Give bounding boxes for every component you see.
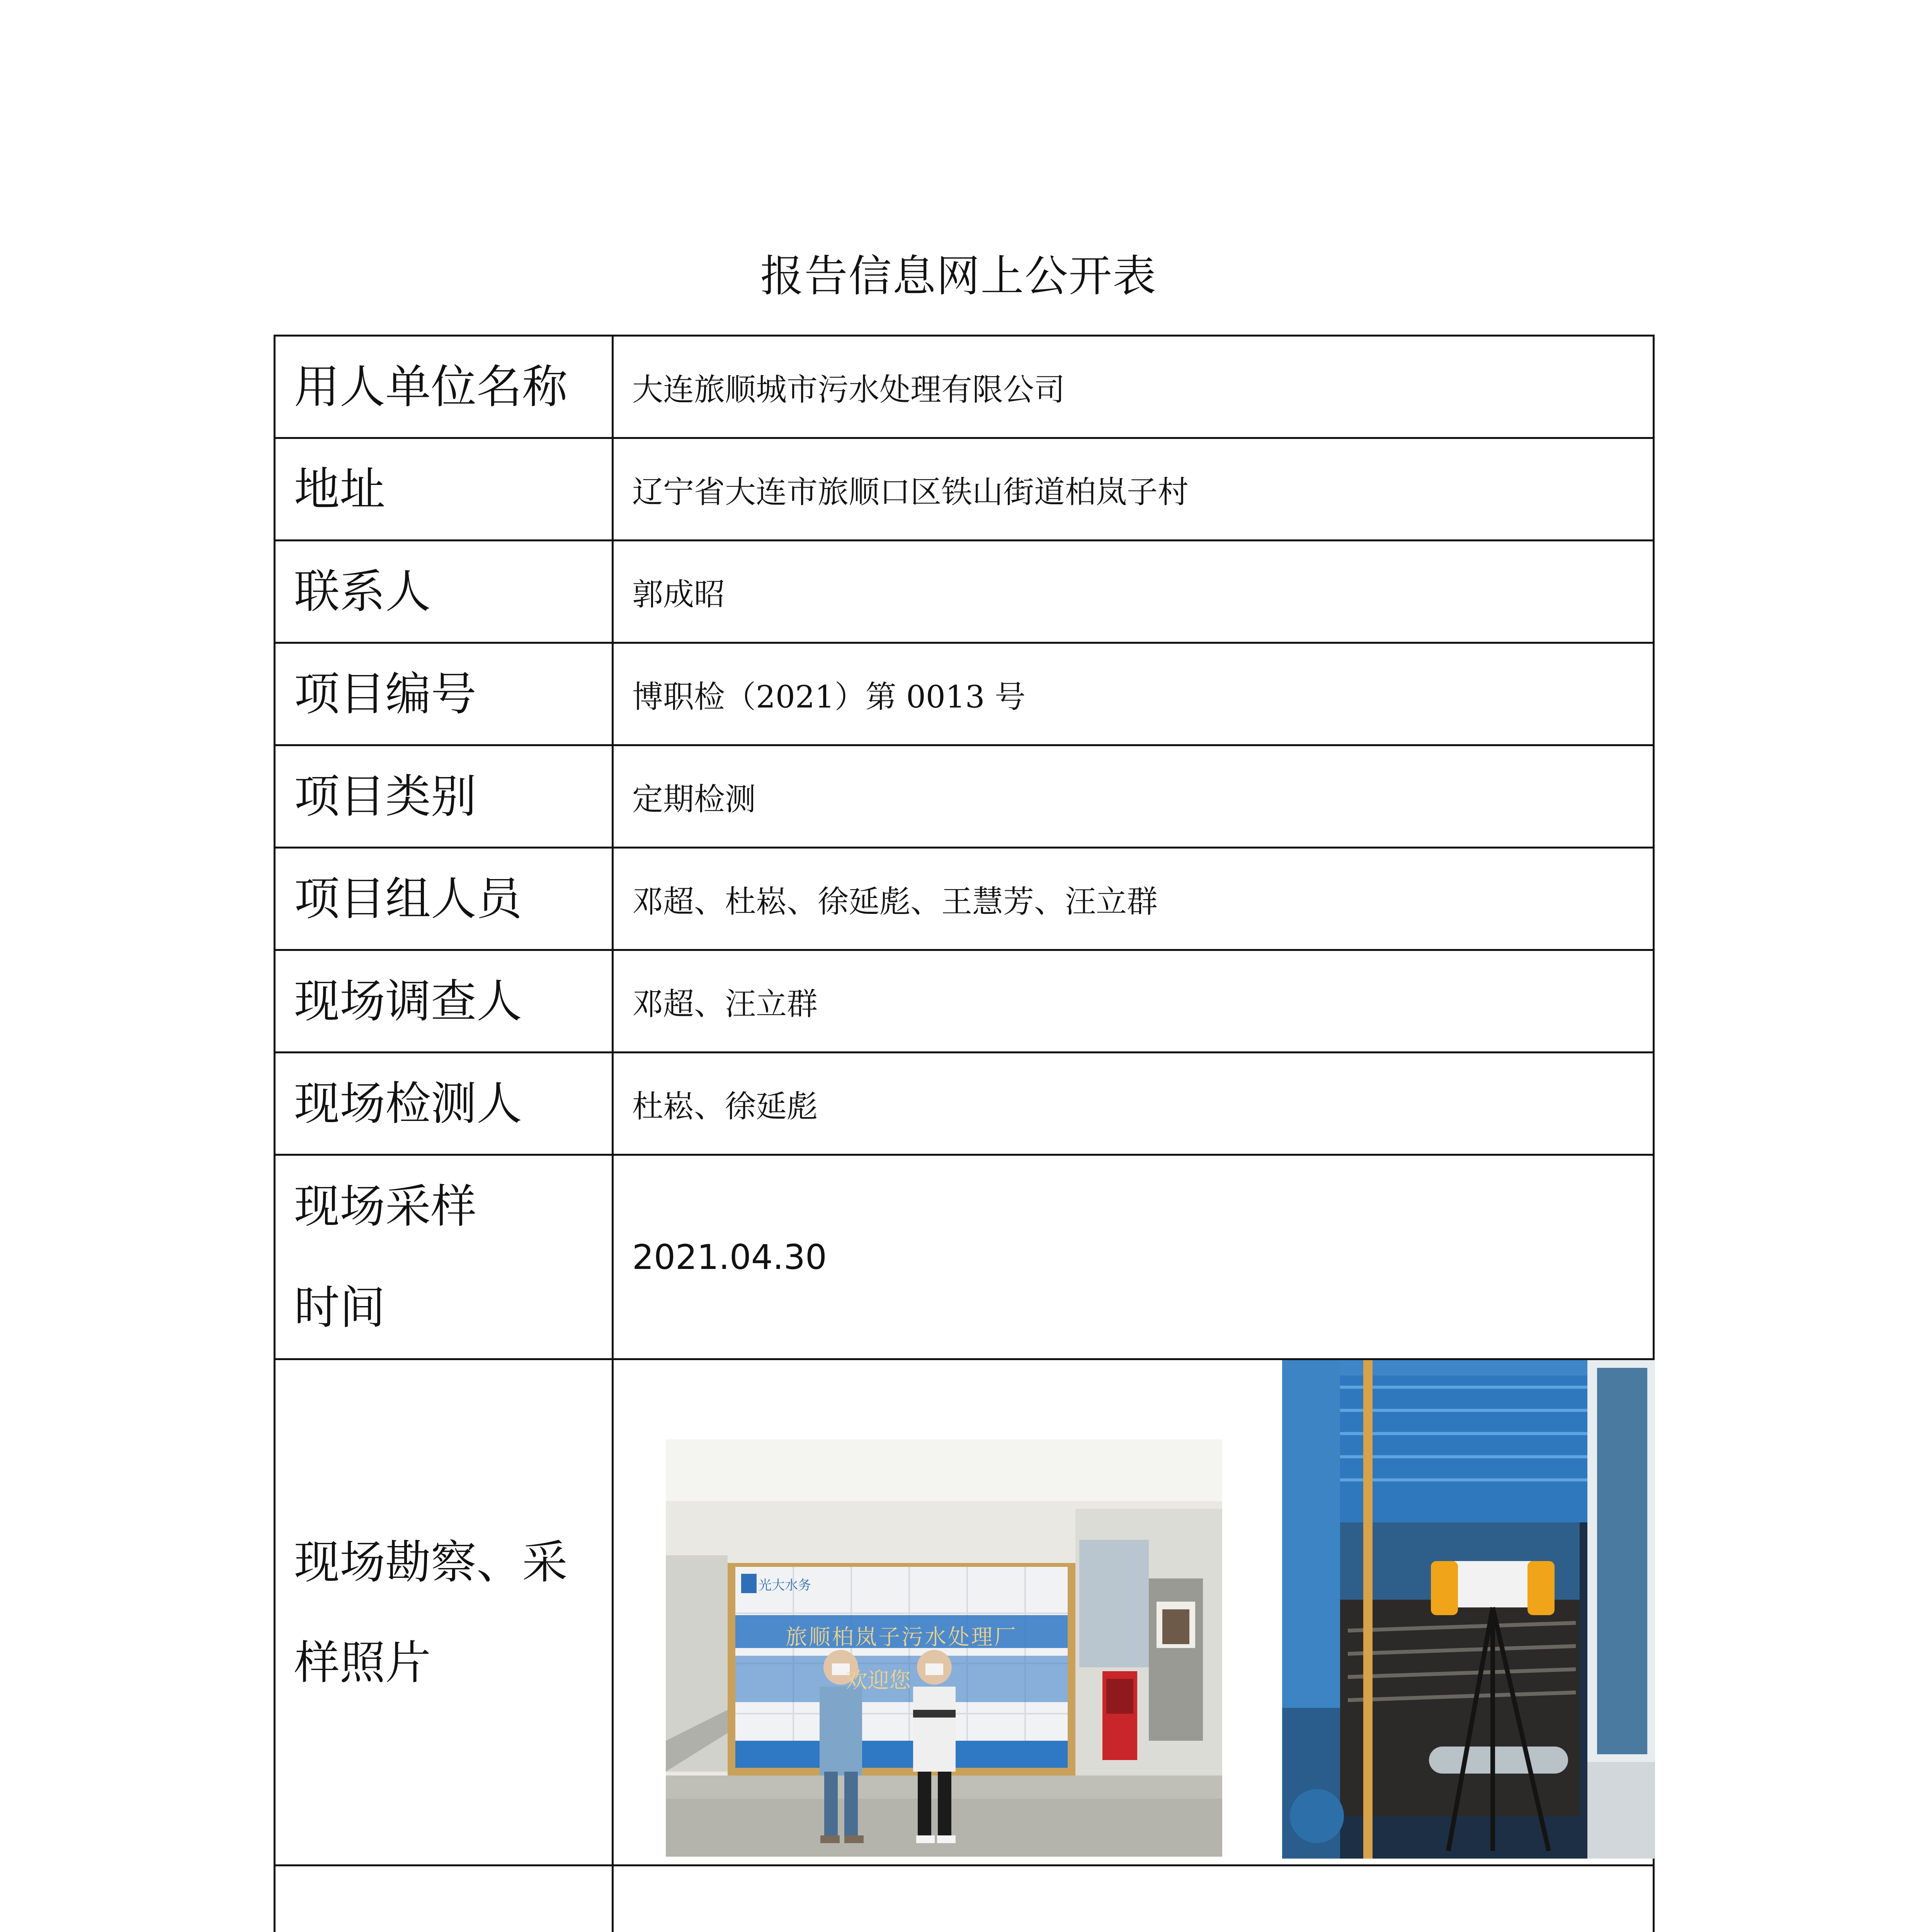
site-photo-image	[1282, 1360, 1655, 1859]
photo-label-line2: 样照片	[294, 1636, 431, 1689]
sampling-time-value: 2021.04.30	[613, 1155, 1654, 1359]
table-row	[275, 541, 1654, 643]
photo-label	[275, 1359, 613, 1866]
lobby-sign-main: 旅顺柏岚子污水处理厂	[786, 1625, 1017, 1650]
table-row	[275, 848, 1654, 950]
table-row	[275, 643, 1654, 745]
sampling-time-label-line1: 现场采样	[294, 1180, 477, 1233]
row-value: 辽宁省大连市旅顺口区铁山街道柏岚子村	[613, 438, 1654, 541]
submit-time-label	[275, 1866, 613, 1932]
lobby-photo	[666, 1439, 1222, 1857]
row-label: 项目类别	[275, 745, 613, 848]
row-label: 联系人	[275, 541, 613, 643]
row-label: 地址	[275, 438, 613, 541]
row-label: 项目组人员	[275, 848, 613, 950]
row-label: 项目编号	[275, 643, 613, 745]
site-photo	[1282, 1360, 1655, 1859]
lobby-sign-brand: 光大水务	[759, 1578, 811, 1593]
row-value: 邓超、杜崧、徐延彪、王慧芳、汪立群	[613, 848, 1654, 950]
photo-cell	[613, 1359, 1654, 1866]
row-value: 大连旅顺城市污水处理有限公司	[613, 336, 1654, 438]
row-label: 用人单位名称	[275, 336, 613, 438]
sampling-time-label-line2: 时间	[294, 1281, 386, 1334]
photo-row	[275, 1359, 1654, 1866]
photo-container	[614, 1360, 1653, 1864]
row-label: 现场调查人	[275, 950, 613, 1053]
sampling-time-label	[275, 1155, 613, 1359]
report-info-table	[274, 335, 1655, 1932]
row-value: 邓超、汪立群	[613, 950, 1654, 1053]
submit-time-row	[275, 1866, 1654, 1932]
table-row	[275, 438, 1654, 541]
lobby-sign-sub: 欢迎您	[846, 1668, 911, 1693]
row-value: 杜崧、徐延彪	[613, 1053, 1654, 1155]
photo-label-line1: 现场勘察、采	[294, 1535, 568, 1589]
submit-time-value	[613, 1866, 1654, 1932]
row-value: 郭成昭	[613, 541, 1654, 643]
page-title: 报告信息网上公开表	[760, 251, 1157, 301]
sampling-time-row	[275, 1155, 1654, 1359]
table-row	[275, 336, 1654, 438]
table-row	[275, 745, 1654, 848]
row-value: 定期检测	[613, 745, 1654, 848]
table-row	[275, 950, 1654, 1053]
table-row	[275, 1053, 1654, 1155]
row-label: 现场检测人	[275, 1053, 613, 1155]
row-value: 博职检（2021）第 0013 号	[613, 643, 1654, 745]
